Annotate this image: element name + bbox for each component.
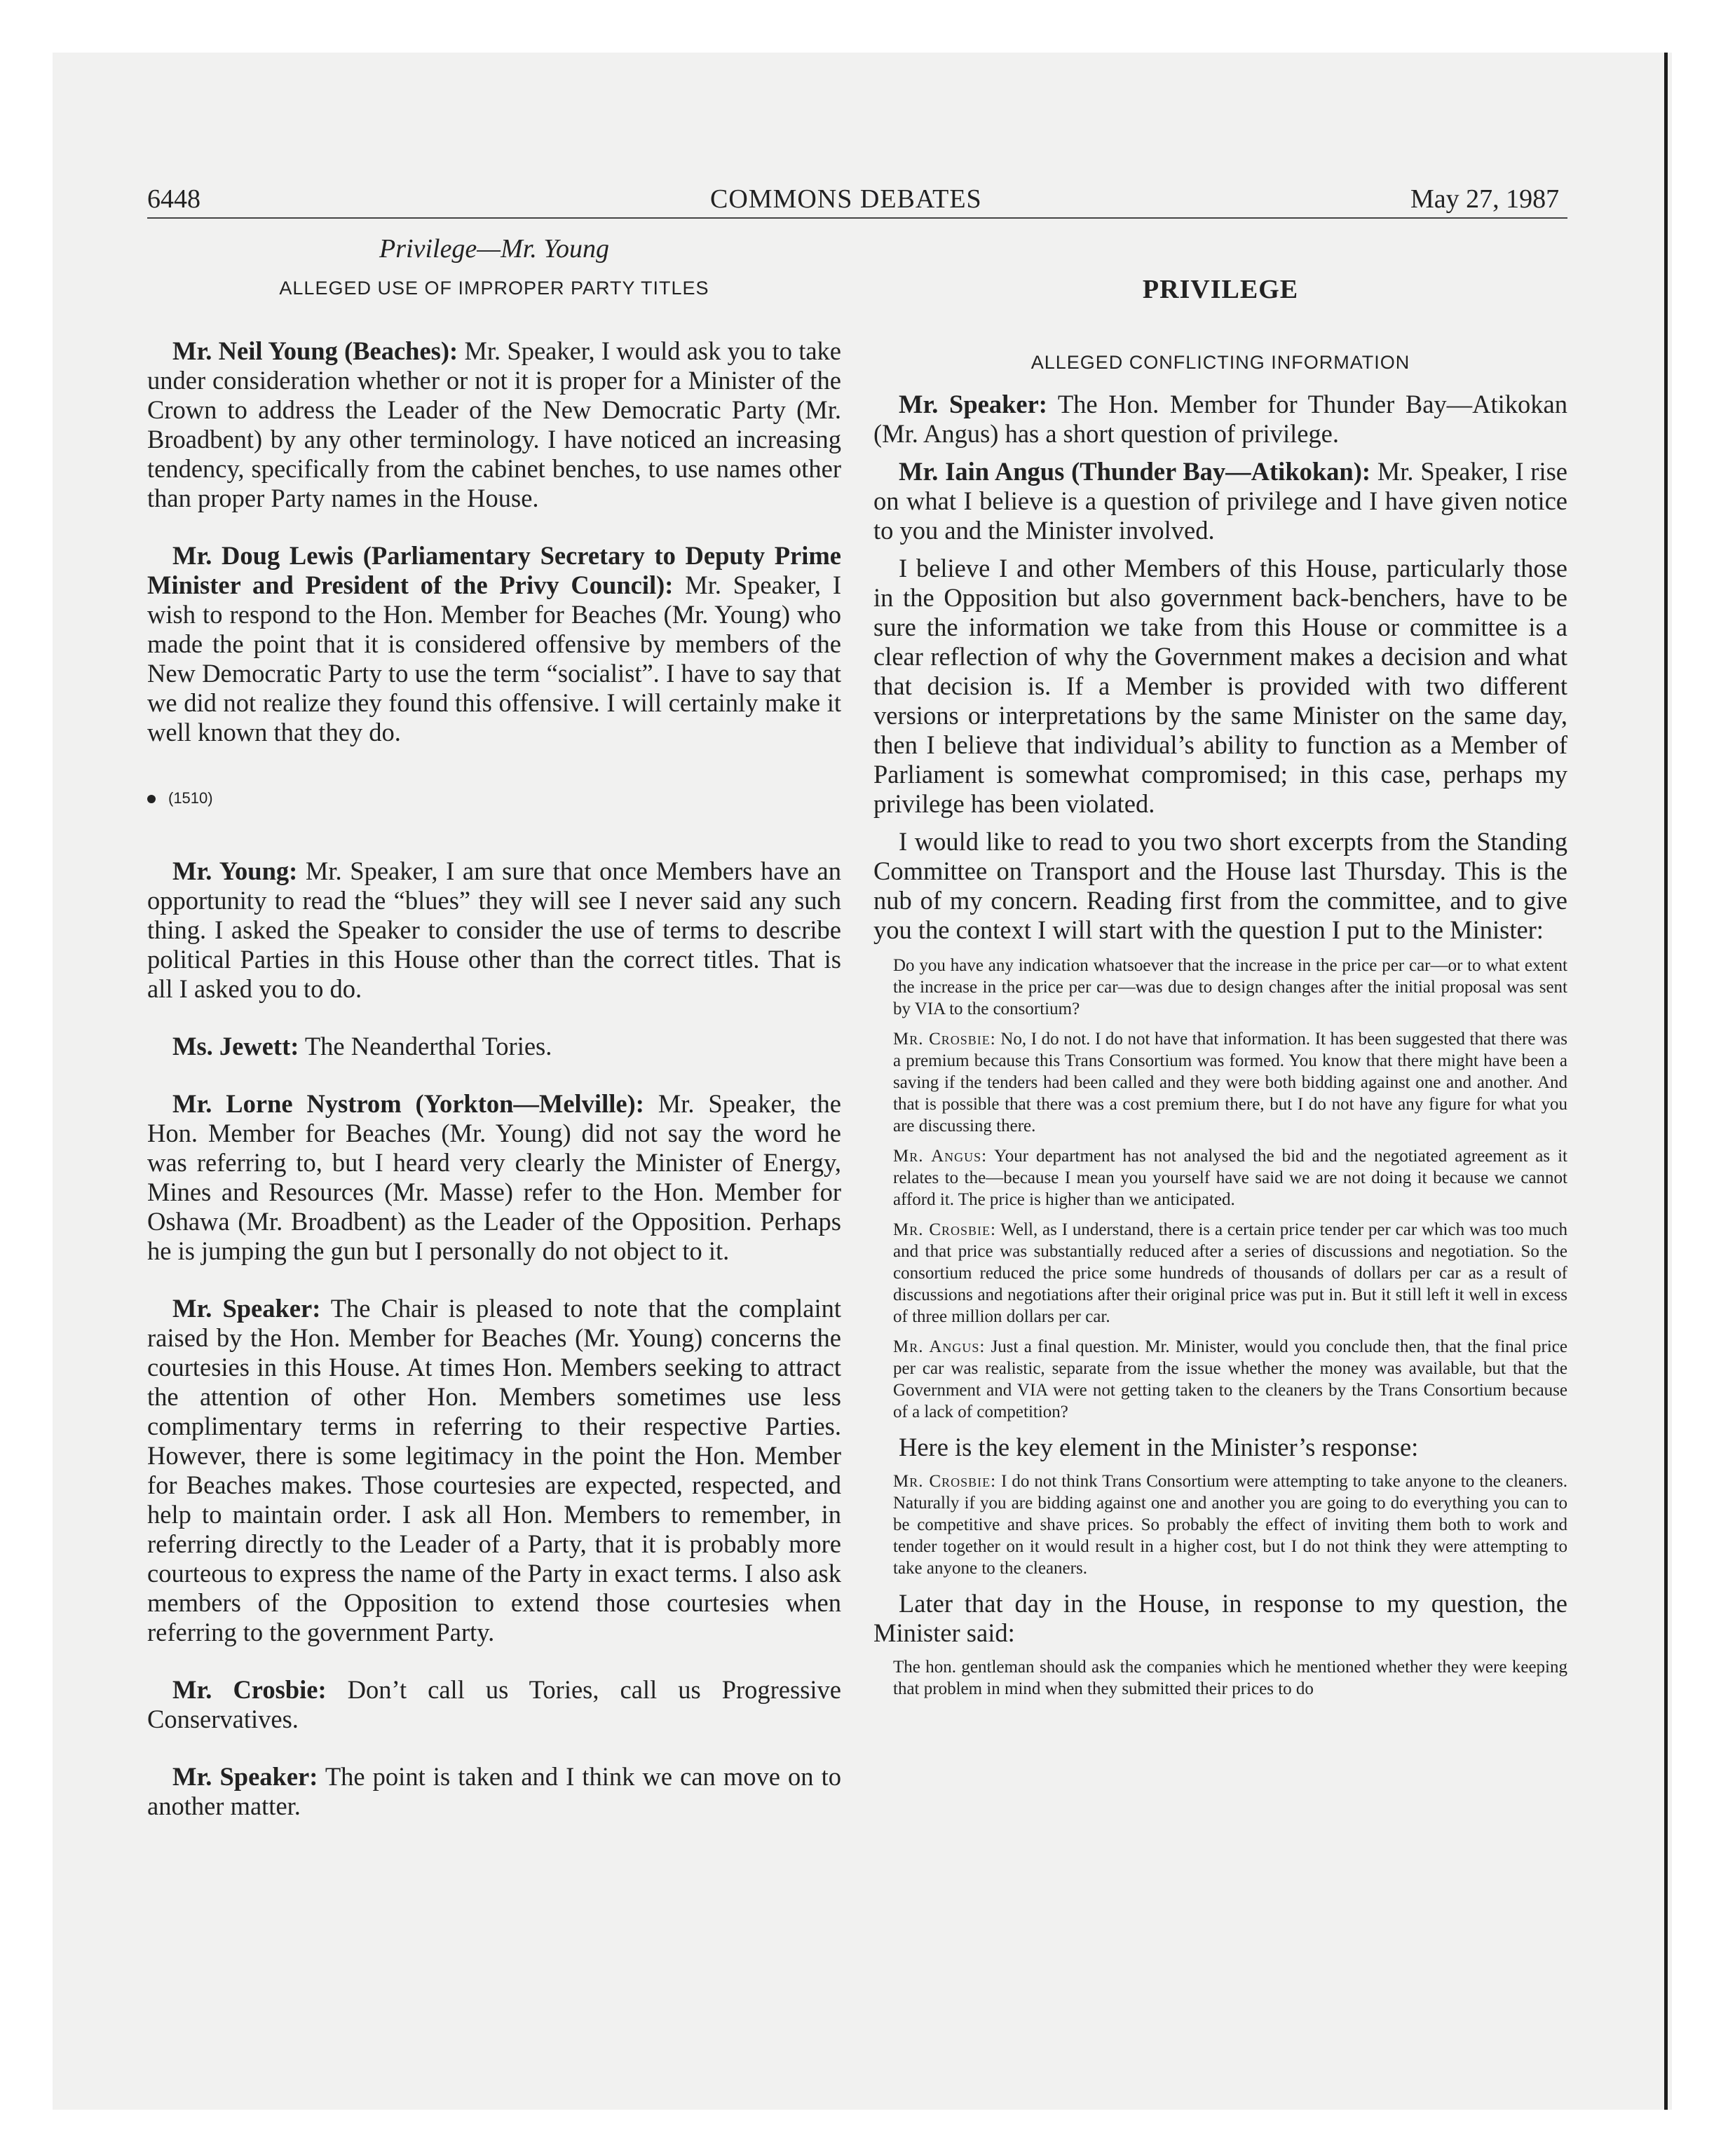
speech-text: The Chair is pleased to note that the complaint raised by the Hon. Member for Beaches (Mr. Young) concerns the courtesies in this House. At times Hon. Members seeking to attract the attention of other Hon. Members sometimes use less complimentary terms in referring to their respective Parties. However, there is some legitimacy in the point the Hon. Member for Beaches makes. Those courtesies are expected, respected, and help to maintain order. I ask all Hon. Members to remember, in referring directly to the Leader of a Party, that it is probably more courteous to express the name of the Party in exact terms. I also ask members of the Opposition to extend those courtesies when referring to the government Party. — [147, 1294, 841, 1646]
quoted-excerpt — [893, 1471, 1567, 1579]
speech-paragraph — [873, 457, 1567, 545]
speaker-name: Mr. Iain Angus (Thunder Bay—Atikokan): — [899, 457, 1371, 486]
speech-paragraph — [147, 1762, 841, 1821]
speech-paragraph — [147, 1089, 841, 1266]
speech-paragraph — [147, 1675, 841, 1734]
speech-text: The Neanderthal Tories. — [304, 1032, 552, 1060]
page-date: May 27, 1987 — [1410, 184, 1560, 214]
speech-text: Don’t call us Tories, call us Progressive Conservatives. — [147, 1675, 842, 1733]
section-heading: PRIVILEGE — [1142, 275, 1299, 304]
header-rule — [147, 217, 1567, 219]
section-subheading: ALLEGED USE OF IMPROPER PARTY TITLES — [279, 278, 709, 299]
quoted-text: Your department has not analysed the bid and the negotiated agreement as it relates to the—because I mean you yourself have said we are not doing it because we cannot afford it. The price is higher than we anticipated. — [893, 1147, 1567, 1209]
speech-paragraph: I believe I and other Members of this House, particularly those in the Opposition but also government back-benchers, have to be sure the information we take from this House or committee is a clear reflection of why the Government makes a decision and what that decision is. If a Member is provided with two different versions or interpretations by the same Minister on the same day, then I believe that individual’s ability to function as a Member of Parliament is somewhat compromised; in this case, perhaps my privilege has been violated. — [873, 554, 1567, 818]
speaker-name: Mr. Lorne Nystrom (Yorkton—Melville): — [172, 1089, 644, 1118]
quoted-speaker: Mr. Angus: — [893, 1337, 986, 1356]
quoted-excerpt — [893, 1145, 1567, 1210]
quoted-text: Well, as I understand, there is a certain price tender per car which was too much and that price was substantially reduced after a series of discussions and negotiation. So the consortium reduced the price some hundreds of thousands of dollars per car as a result of discussions and negotiations after their original price was put in. But it still left it well in excess of three million dollars per car. — [893, 1220, 1567, 1326]
speech-paragraph — [147, 336, 841, 513]
right-column — [873, 231, 1567, 1700]
quoted-excerpt — [893, 1219, 1567, 1328]
section-subheading: ALLEGED CONFLICTING INFORMATION — [1030, 352, 1410, 373]
left-column — [147, 231, 841, 1821]
speech-text: The point is taken and I think we can move on to another matter. — [147, 1762, 842, 1820]
speaker-name: Mr. Speaker: — [899, 390, 1047, 418]
quoted-speaker: Mr. Crosbie: — [893, 1220, 996, 1239]
quoted-excerpt — [893, 1028, 1567, 1137]
speaker-name: Mr. Young: — [172, 857, 298, 885]
speaker-name: Mr. Neil Young (Beaches): — [172, 336, 458, 365]
quoted-speaker: Mr. Crosbie: — [893, 1472, 997, 1491]
speech-text: Mr. Speaker, I wish to respond to the Hon. Member for Beaches (Mr. Young) who made the point that it is considered offensive by members of the New Democratic Party to use the term “socialist”. I have to say that we did not realize they found this offensive. I will certainly make it well known that they do. — [147, 571, 841, 746]
speech-text: Mr. Speaker, I would ask you to take under consideration whether or not it is proper for a Minister of the Crown to address the Leader of the New Democratic Party (Mr. Broadbent) by any other terminology. I have noticed an increasing tendency, specifically from the cabinet benches, to use names other than proper Party names in the House. — [147, 336, 841, 512]
speech-text: The Hon. Member for Thunder Bay—Atikokan (Mr. Angus) has a short question of privilege. — [873, 390, 1567, 448]
speaker-name: Mr. Speaker: — [172, 1294, 321, 1323]
speech-text: Mr. Speaker, I am sure that once Members have an opportunity to read the “blues” they will see I never said any such thing. I asked the Speaker to consider the use of terms to describe political Parties in this House other than the correct titles. That is all I asked you to do. — [147, 857, 841, 1003]
speaker-name: Ms. Jewett: — [172, 1032, 299, 1060]
quoted-text: Just a final question. Mr. Minister, would you conclude then, that the final price per car was realistic, separate from the issue whether the money was available, but that the Government and VIA were not getting taken to the cleaners by the Trans Consortium because of a lack of competition? — [893, 1337, 1567, 1421]
speech-paragraph: Later that day in the House, in response to my question, the Minister said: — [873, 1589, 1567, 1647]
page-number: 6448 — [147, 184, 200, 214]
quoted-excerpt — [893, 1336, 1567, 1423]
speech-paragraph — [147, 1032, 841, 1061]
quoted-excerpt: The hon. gentleman should ask the companies which he mentioned whether they were keeping that problem in mind when they submitted their prices to do — [893, 1658, 1567, 1698]
quoted-speaker: Mr. Angus: — [893, 1147, 988, 1166]
speech-paragraph — [147, 857, 841, 1004]
speaker-name: Mr. Speaker: — [172, 1762, 318, 1791]
speech-text: Mr. Speaker, I rise on what I believe is a question of privilege and I have given notice to you and the Minister involved. — [873, 457, 1567, 545]
speaker-name: Mr. Crosbie: — [172, 1675, 327, 1704]
bullet-icon — [147, 795, 156, 803]
quoted-text: No, I do not. I do not have that information. It has been suggested that there was a premium because this Trans Consortium was formed. You know that there might have been a saving if the tenders had been called and they were both bidding against one and another. And that is possible that there was a cost premium there, but I do not have any figure for what you are discussing there. — [893, 1030, 1568, 1135]
quoted-excerpt: Do you have any indication whatsoever that the increase in the price per car—or to what extent the increase in the price per car—was due to design changes after the initial proposal was sent by VIA to the consortium? — [893, 956, 1567, 1018]
speech-paragraph — [147, 541, 841, 747]
quoted-text: I do not think Trans Consortium were attempting to take anyone to the cleaners. Naturally if you are bidding against one and another you are going to do everything you can to be competitive and shave prices. So probably the effect of inviting them both to work and tender together on it would result in a higher cost, but I do not think they were attempting to take anyone to the cleaners. — [893, 1472, 1567, 1578]
speech-paragraph — [873, 390, 1567, 449]
speech-paragraph: Here is the key element in the Minister’s response: — [899, 1433, 1419, 1461]
running-subject: Privilege—Mr. Young — [379, 234, 609, 264]
time-marker-text: (1510) — [168, 789, 213, 807]
time-marker — [147, 784, 841, 813]
quoted-speaker: Mr. Crosbie: — [893, 1030, 996, 1049]
speech-paragraph: I would like to read to you two short excerpts from the Standing Committee on Transport and the House last Thursday. This is the nub of my concern. Reading first from the committee, and to give you the context I will start with the question I put to the Minister: — [873, 827, 1567, 944]
running-title: COMMONS DEBATES — [710, 184, 982, 214]
speech-paragraph — [147, 1294, 841, 1647]
speech-text: Mr. Speaker, the Hon. Member for Beaches (Mr. Young) did not say the word he was referring to, but I heard very clearly the Minister of Energy, Mines and Resources (Mr. Masse) refer to the Hon. Member for Oshawa (Mr. Broadbent) as the Leader of the Opposition. Perhaps he is jumping the gun but I personally do not object to it. — [147, 1089, 842, 1265]
page-edge-rule — [1664, 53, 1668, 2110]
speaker-name: Mr. Doug Lewis (Parliamentary Secretary to Deputy Prime Minister and President of the Privy Council): — [147, 541, 841, 599]
